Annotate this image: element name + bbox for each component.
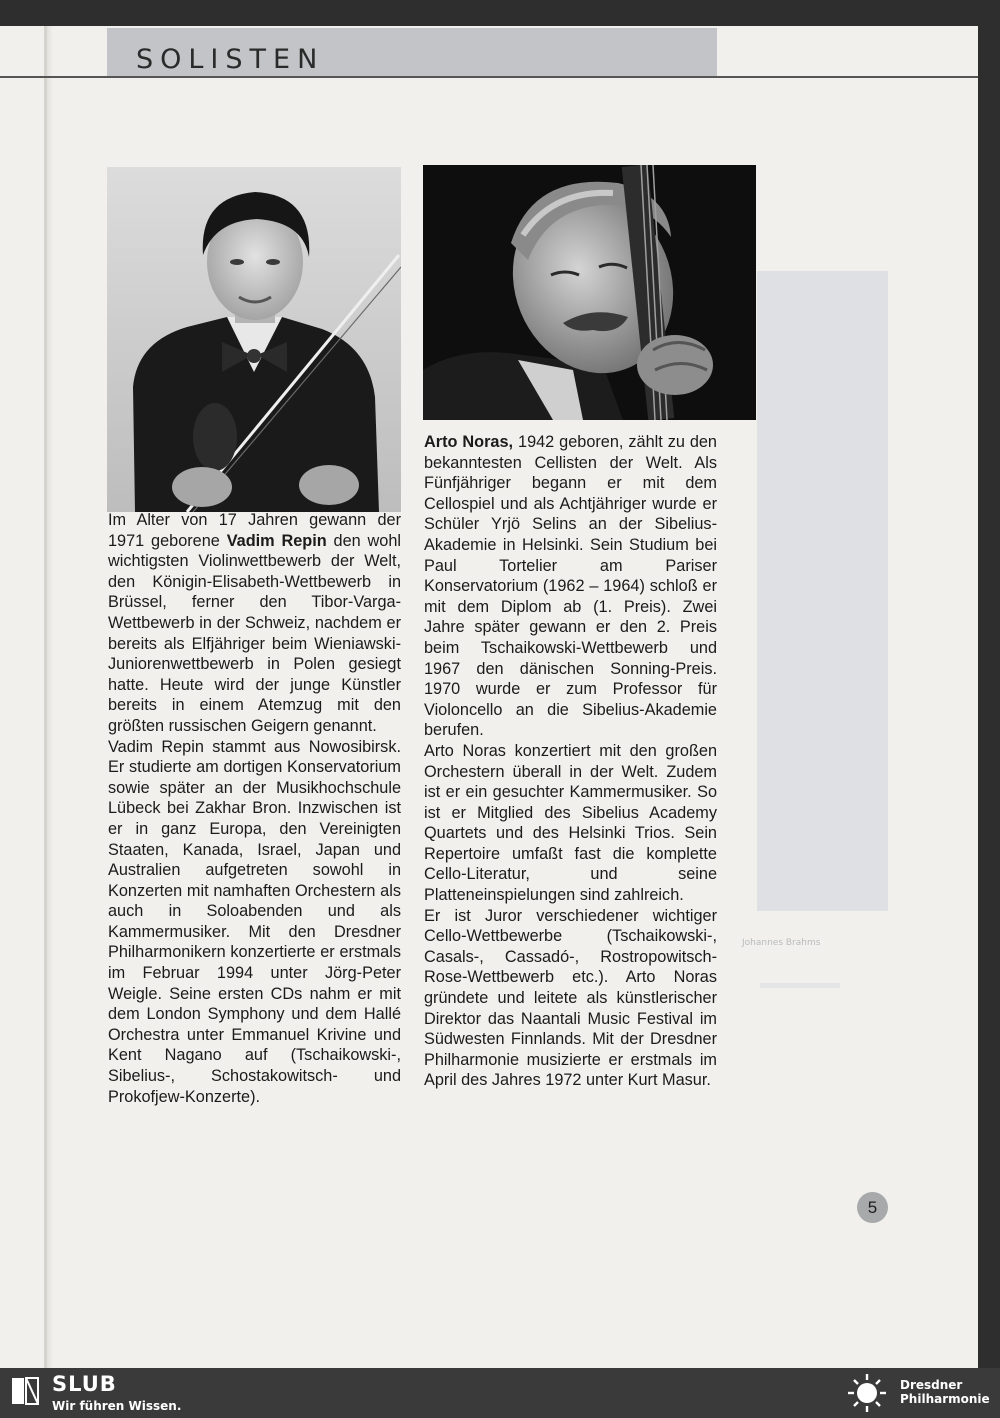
sunburst-logo-icon[interactable] (844, 1372, 890, 1414)
partner-name-line-1: Dresdner (900, 1378, 963, 1392)
noras-paragraph-3: Er ist Juror verschiedener wichtiger Cello-Wettbewerbe (Tschaikowski-, Casals-, Cassadó-, Rostropowitsch-Rose-Wettbewerb etc.). Arto Noras gründete und leitete als künstlerischer Direktor das Naantali Music Festival im Südwesten Finnlands. Mit der Dresdner Philharmonie musizierte er erstmals im April des Jahres 1972 unter Kurt Masur. (424, 906, 717, 1090)
text-column-arto-noras (424, 432, 717, 1091)
side-caption: Johannes Brahms (742, 938, 821, 948)
repin-paragraph-1 (108, 510, 401, 737)
portrait-cellist-icon (423, 165, 756, 420)
header-rule (0, 76, 978, 78)
repin-paragraph-2: Vadim Repin stammt aus Nowosibirsk. Er studierte am dortigen Konservatorium sowie später an der Musikhochschule Lübeck bei Zakhar Bron. Inzwischen ist er in ganz Europa, den Vereinigten Staaten, Kanada, Israel, Japan und Australien aufgetreten sowohl in Konzerten mit namhaften Orchestern als auch in Soloabenden und als Kammermusiker. Mit den Dresdner Philharmonikern konzertierte er erstmals im Februar 1994 unter Jörg-Peter Weigle. Seine ersten CDs nahm er mit dem London Symphony und dem Hallé Orchestra unter Emmanuel Krivine und Kent Nagano auf (Tschaikowski-, Sibelius-, Schostakowitsch- und Prokofjew-Konzerte). (108, 737, 401, 1106)
slub-name[interactable]: SLUB (52, 1372, 117, 1396)
scan-border-right (978, 0, 1000, 1368)
photo-vadim-repin (107, 167, 401, 512)
footer-bar (0, 1368, 1000, 1418)
noras-bio-text: 1942 geboren, zählt zu den bekanntesten Cellisten der Welt. Als Fünfjähriger begann er mit dem Cellospiel und als Achtjähriger wurde er Schüler Yrjö Selins an der Sibelius-Akademie in Helsinki. Sein Studium bei Paul Tortelier am Pariser Konservatorium (1962 – 1964) schloß er mit dem Diplom ab (1. Preis). Zwei Jahre später gewann er den 2. Preis beim Tschaikowski-Wettbewerb und 1967 den dänischen Sonning-Preis. 1970 wurde er zum Professor für Violoncello an die Sibelius-Akademie berufen. (424, 433, 717, 740)
page-number-badge: 5 (857, 1192, 888, 1223)
scan-border-top (0, 0, 1000, 26)
repin-intro-text: Im Alter von 17 Jahren gewann der 1971 geborene (108, 511, 401, 550)
repin-bio-text: den wohl wichtigsten Violinwettbewerb der Welt, den Königin-Elisabeth-Wettbewerb in Brüssel, ferner den Tibor-Varga-Wettbewerb in der Schweiz, nachdem er bereits als Elfjähriger beim Wieniawski-Juniorenwettbewerb in Polen gesiegt hatte. Heute wird der junge Künstler bereits in einem Atemzug mit den größten russischen Geigern genannt. (108, 531, 401, 735)
text-column-vadim-repin (108, 510, 401, 1107)
noras-paragraph-1 (424, 432, 717, 741)
side-caption-line (760, 983, 840, 988)
soloist-name-noras: Arto Noras, (424, 433, 514, 451)
partner-name[interactable] (900, 1378, 990, 1406)
partner-name-line-2: Philharmonie (900, 1392, 990, 1406)
portrait-violinist-icon (107, 167, 401, 512)
document-page (0, 26, 978, 1368)
slub-logo-icon[interactable] (10, 1376, 40, 1406)
side-panel (757, 271, 888, 911)
photo-arto-noras (423, 165, 756, 420)
noras-paragraph-2: Arto Noras konzertiert mit den großen Orchestern überall in der Welt. Zudem ist er ein gesuchter Kammermusiker. So ist er Mitglied des Sibelius Academy Quartets und des Helsinki Trios. Sein Repertoire umfaßt fast die komplette Cello-Literatur, und seine Platteneinspielungen sind zahlreich. (424, 741, 717, 905)
slub-tagline: Wir führen Wissen. (52, 1399, 182, 1413)
page-spine-shadow (47, 26, 53, 1368)
soloist-name-repin: Vadim Repin (226, 531, 327, 550)
section-title: SOLISTEN (136, 44, 325, 75)
